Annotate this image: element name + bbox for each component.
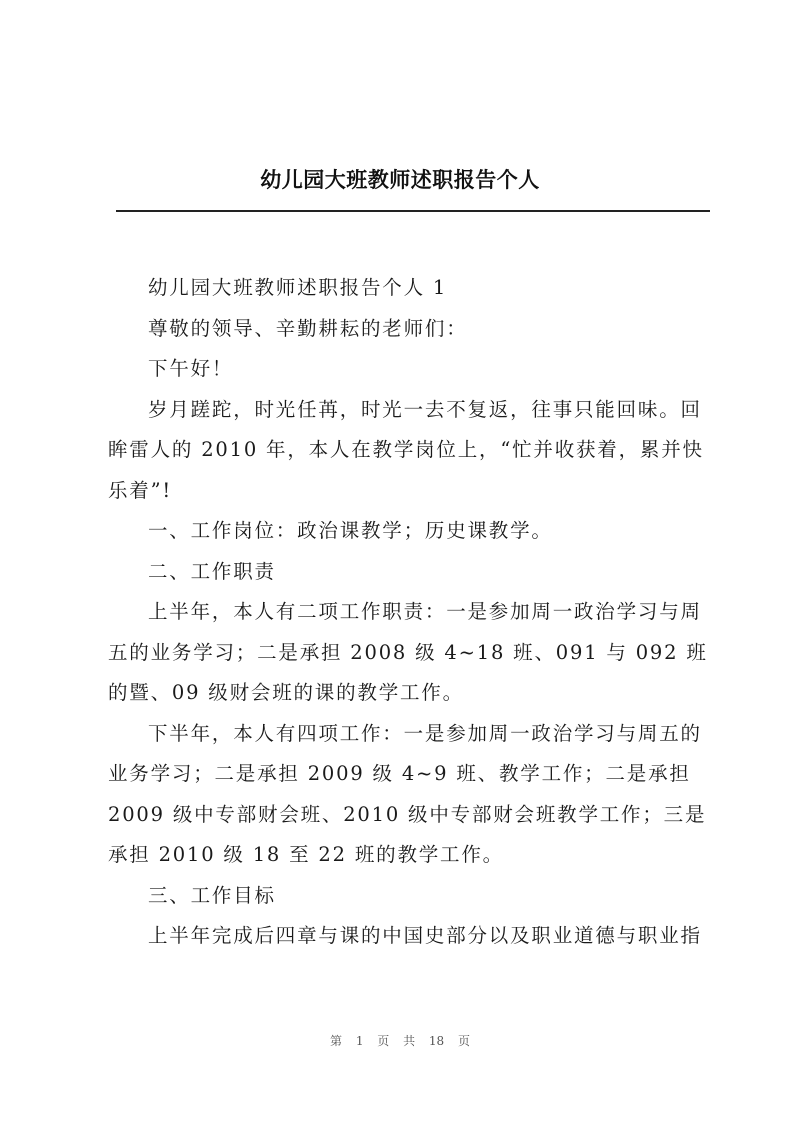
page-footer: 第 1 页 共 18 页 xyxy=(330,1034,470,1048)
document-body xyxy=(108,268,712,957)
paragraph: 上半年，本人有二项工作职责：一是参加周一政治学习与周五的业务学习；二是承担 2008 级 4~18 班、091 与 092 班的暨、09 级财会班的课的教学工作。 xyxy=(108,600,708,704)
paragraph: 下半年，本人有四项工作：一是参加周一政治学习与周五的业务学习；二是承担 2009 级 4~9 班、教学工作；二是承担 2009 级中专部财会班、2010 级中专部财会班教学工作；三是承担 2010 级 18 至 22 班的教学工作。 xyxy=(108,721,707,866)
document-title: 幼儿园大班教师述职报告个人 xyxy=(260,168,540,192)
paragraph: 尊敬的领导、辛勤耕耘的老师们： xyxy=(148,316,468,340)
paragraph: 幼儿园大班教师述职报告个人 1 xyxy=(148,276,448,299)
paragraph: 下午好！ xyxy=(148,357,234,380)
paragraph: 岁月蹉跎，时光任苒，时光一去不复返，往事只能回味。回眸雷人的 2010 年，本人在教学岗位上，“忙并收获着，累并快乐着”! xyxy=(108,397,704,502)
paragraph: 一、工作岗位：政治课教学；历史课教学。 xyxy=(148,519,553,542)
title-divider xyxy=(116,210,710,212)
paragraph: 上半年完成后四章与课的中国史部分以及职业道德与职业指 xyxy=(148,924,702,947)
paragraph: 二、工作职责 xyxy=(148,559,276,583)
paragraph: 三、工作目标 xyxy=(148,883,276,907)
